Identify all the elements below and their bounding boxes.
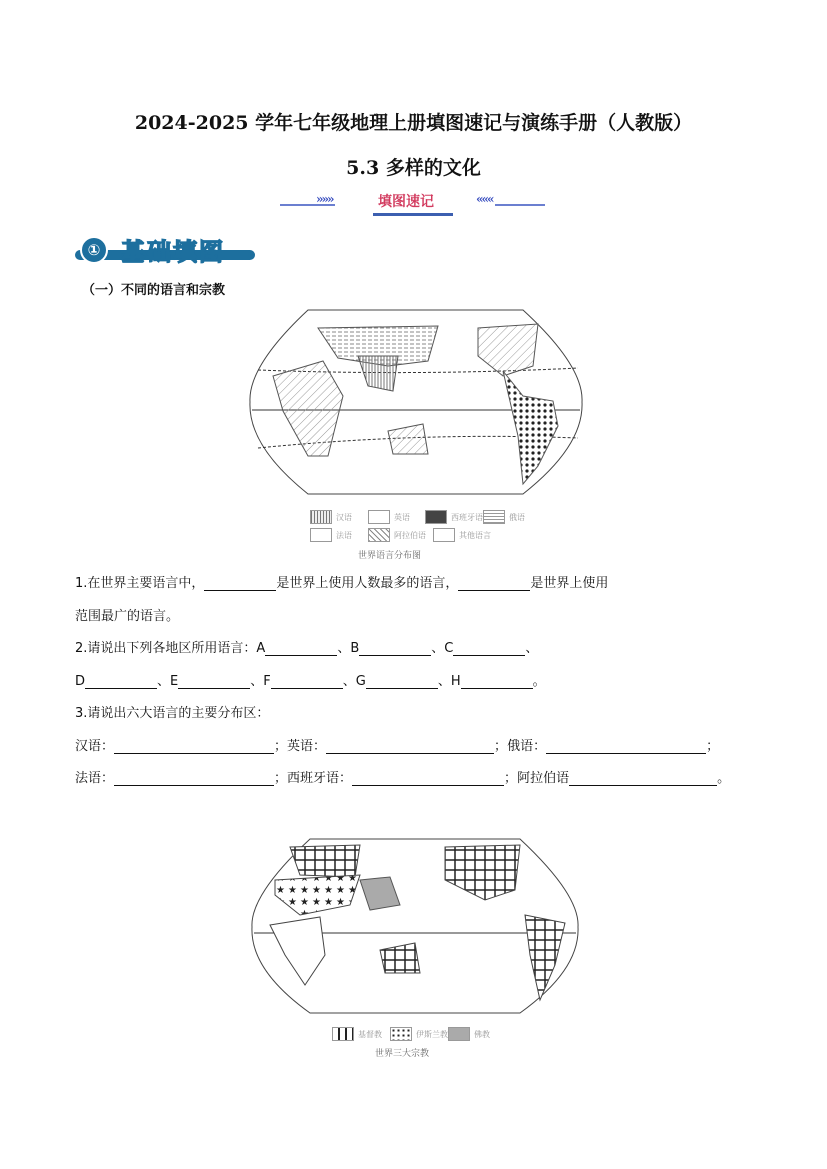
region-letter: A bbox=[256, 641, 266, 656]
question-3-line-2: 法语： ；西班牙语： ；阿拉伯语 。 bbox=[75, 771, 731, 786]
right-arrows-icon: »»» bbox=[316, 192, 333, 206]
question-text: 2.请说出下列各地区所用语言： bbox=[75, 641, 257, 656]
region-letter: E bbox=[170, 674, 179, 689]
legend-label: 法语 bbox=[336, 530, 352, 540]
legend-swatch-icon bbox=[368, 528, 390, 542]
legend-label: 阿拉伯语 bbox=[394, 530, 426, 540]
question-2: 2.请说出下列各地区所用语言：A 、B 、C 、 bbox=[75, 641, 539, 656]
world-religion-map bbox=[250, 835, 580, 1017]
answer-blank[interactable] bbox=[271, 675, 343, 689]
answer-blank[interactable] bbox=[546, 740, 706, 754]
legend-swatch-icon bbox=[368, 510, 390, 524]
section-banner bbox=[280, 190, 545, 220]
question-text: 1.在世界主要语言中， bbox=[75, 576, 205, 591]
legend-label: 基督教 bbox=[358, 1029, 382, 1039]
language-label: 俄语： bbox=[507, 739, 547, 754]
section-badge bbox=[75, 232, 257, 264]
legend-label: 其他语言 bbox=[459, 530, 491, 540]
left-arrows-icon: ««« bbox=[476, 192, 493, 206]
answer-blank[interactable] bbox=[352, 772, 504, 786]
answer-blank[interactable] bbox=[204, 577, 276, 591]
answer-blank[interactable] bbox=[114, 772, 274, 786]
answer-blank[interactable] bbox=[178, 675, 250, 689]
legend-swatch-icon bbox=[483, 510, 505, 524]
language-label: 汉语： bbox=[75, 739, 115, 754]
legend-swatch-icon bbox=[310, 510, 332, 524]
region-letter: F bbox=[263, 674, 271, 689]
question-2-cont: D 、E 、F 、G 、H 。 bbox=[75, 674, 546, 689]
region-letter: D bbox=[75, 674, 86, 689]
legend-swatch-icon bbox=[448, 1027, 470, 1041]
legend-label: 西班牙语 bbox=[451, 512, 483, 522]
lesson-title: 5.3 多样的文化 bbox=[346, 157, 481, 179]
legend-swatch-icon bbox=[433, 528, 455, 542]
legend-label: 佛教 bbox=[474, 1029, 490, 1039]
legend-label: 英语 bbox=[394, 512, 410, 522]
map-caption: 世界语言分布图 bbox=[358, 551, 422, 561]
language-label: 阿拉伯语 bbox=[517, 771, 570, 786]
answer-blank[interactable] bbox=[85, 675, 157, 689]
legend-swatch-icon bbox=[425, 510, 447, 524]
banner-label: 填图速记 bbox=[378, 194, 434, 210]
answer-blank[interactable] bbox=[114, 740, 274, 754]
answer-blank[interactable] bbox=[265, 642, 337, 656]
legend-swatch-icon bbox=[310, 528, 332, 542]
section-number: ① bbox=[80, 236, 108, 264]
question-1 bbox=[75, 572, 608, 591]
answer-blank[interactable] bbox=[453, 642, 525, 656]
legend-label: 伊斯兰教 bbox=[416, 1029, 448, 1039]
world-language-map bbox=[248, 306, 584, 498]
answer-blank[interactable] bbox=[326, 740, 494, 754]
language-label: 西班牙语： bbox=[287, 771, 353, 786]
legend-label: 汉语 bbox=[336, 512, 352, 522]
region-letter: G bbox=[355, 674, 366, 689]
language-label: 英语： bbox=[287, 739, 327, 754]
question-1-cont: 范围最广的语言。 bbox=[75, 609, 180, 624]
legend-swatch-icon bbox=[390, 1027, 412, 1041]
legend-swatch-icon bbox=[332, 1027, 354, 1041]
section-label: 基础填图 bbox=[121, 238, 225, 266]
answer-blank[interactable] bbox=[461, 675, 533, 689]
answer-blank[interactable] bbox=[458, 577, 530, 591]
question-text: 是世界上使用人数最多的语言， bbox=[276, 576, 459, 591]
legend-label: 俄语 bbox=[509, 512, 525, 522]
language-label: 法语： bbox=[75, 771, 115, 786]
region-letter: C bbox=[444, 641, 454, 656]
answer-blank[interactable] bbox=[366, 675, 438, 689]
answer-blank[interactable] bbox=[569, 772, 717, 786]
region-letter: H bbox=[450, 674, 461, 689]
document-title: 2024-2025 学年七年级地理上册填图速记与演练手册（人教版） bbox=[134, 112, 693, 134]
map-caption: 世界三大宗教 bbox=[375, 1049, 430, 1059]
answer-blank[interactable] bbox=[359, 642, 431, 656]
region-letter: B bbox=[350, 641, 360, 656]
question-3: 3.请说出六大语言的主要分布区： bbox=[75, 706, 270, 721]
question-text: 是世界上使用 bbox=[530, 576, 609, 591]
question-3-line-1: 汉语： ；英语： ；俄语： ； bbox=[75, 739, 720, 754]
subsection-heading: （一）不同的语言和宗教 bbox=[82, 283, 226, 298]
